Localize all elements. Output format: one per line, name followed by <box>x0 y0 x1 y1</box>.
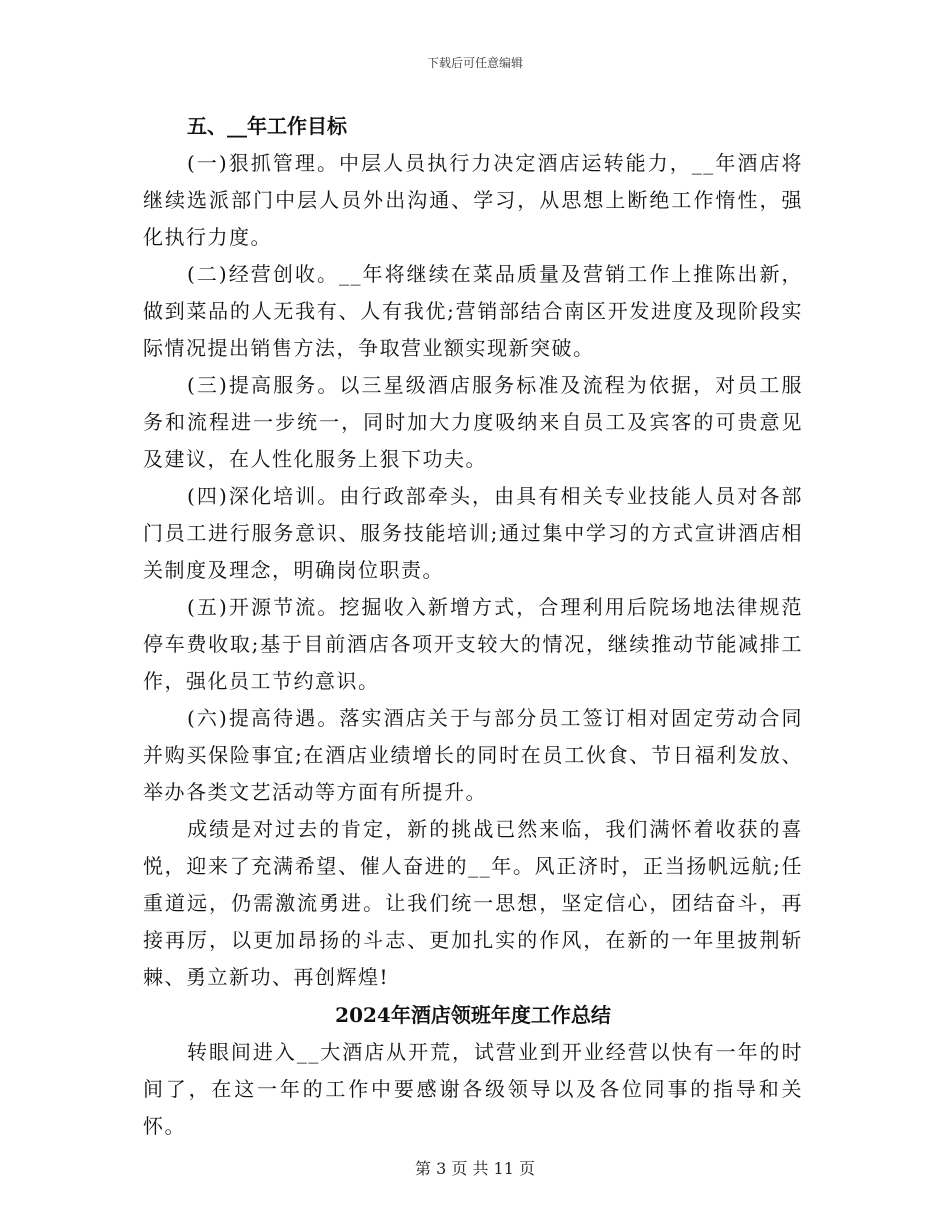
paragraph-revenue: (二)经营创收。__年将继续在菜品质量及营销工作上推陈出新，做到菜品的人无我有、人有我优;营销部结合南区开发进度及现阶段实际情况提出销售方法，争取营业额实现新突破。 <box>143 262 803 360</box>
paragraph-service: (三)提高服务。以三星级酒店服务标准及流程为依据，对员工服务和流程进一步统一，同时加大力度吸纳来自员工及宾客的可贵意见及建议，在人性化服务上狠下功夫。 <box>143 373 803 471</box>
paragraph-management: (一)狠抓管理。中层人员执行力决定酒店运转能力，__年酒店将继续选派部门中层人员外出沟通、学习，从思想上断绝工作惰性，强化执行力度。 <box>143 151 803 249</box>
page-number: 第 3 页 共 11 页 <box>415 1159 535 1178</box>
paragraph-cost-saving: (五)开源节流。挖掘收入新增方式，合理利用后院场地法律规范停车费收取;基于目前酒店各项开支较大的情况，继续推动节能减排工作，强化员工节约意识。 <box>143 595 803 693</box>
paragraph-conclusion: 成绩是对过去的肯定，新的挑战已然来临，我们满怀着收获的喜悦，迎来了充满希望、催人奋进的__年。风正济时，正当扬帆远航;任重道远，仍需激流勇进。让我们统一思想，坚定信心，团结奋斗，再接再厉，以更加昂扬的斗志、更加扎实的作风，在新的一年里披荆斩棘、勇立新功、再创辉煌! <box>143 817 803 989</box>
section-heading: 五、__年工作目标 <box>187 114 347 138</box>
paragraph-intro: 转眼间进入__大酒店从开荒，试营业到开业经营以快有一年的时间了，在这一年的工作中要感谢各级领导以及各位同事的指导和关怀。 <box>143 1040 803 1138</box>
document-title: 2024年酒店领班年度工作总结 <box>335 1003 611 1027</box>
paragraph-training: (四)深化培训。由行政部牵头，由具有相关专业技能人员对各部门员工进行服务意识、服务技能培训;通过集中学习的方式宣讲酒店相关制度及理念，明确岗位职责。 <box>143 484 803 582</box>
document-body <box>143 108 803 1145</box>
paragraph-benefits: (六)提高待遇。落实酒店关于与部分员工签订相对固定劳动合同并购买保险事宜;在酒店业绩增长的同时在员工伙食、节日福利发放、举办各类文艺活动等方面有所提升。 <box>143 706 803 804</box>
page-header-note: 下载后可任意编辑 <box>426 56 523 70</box>
